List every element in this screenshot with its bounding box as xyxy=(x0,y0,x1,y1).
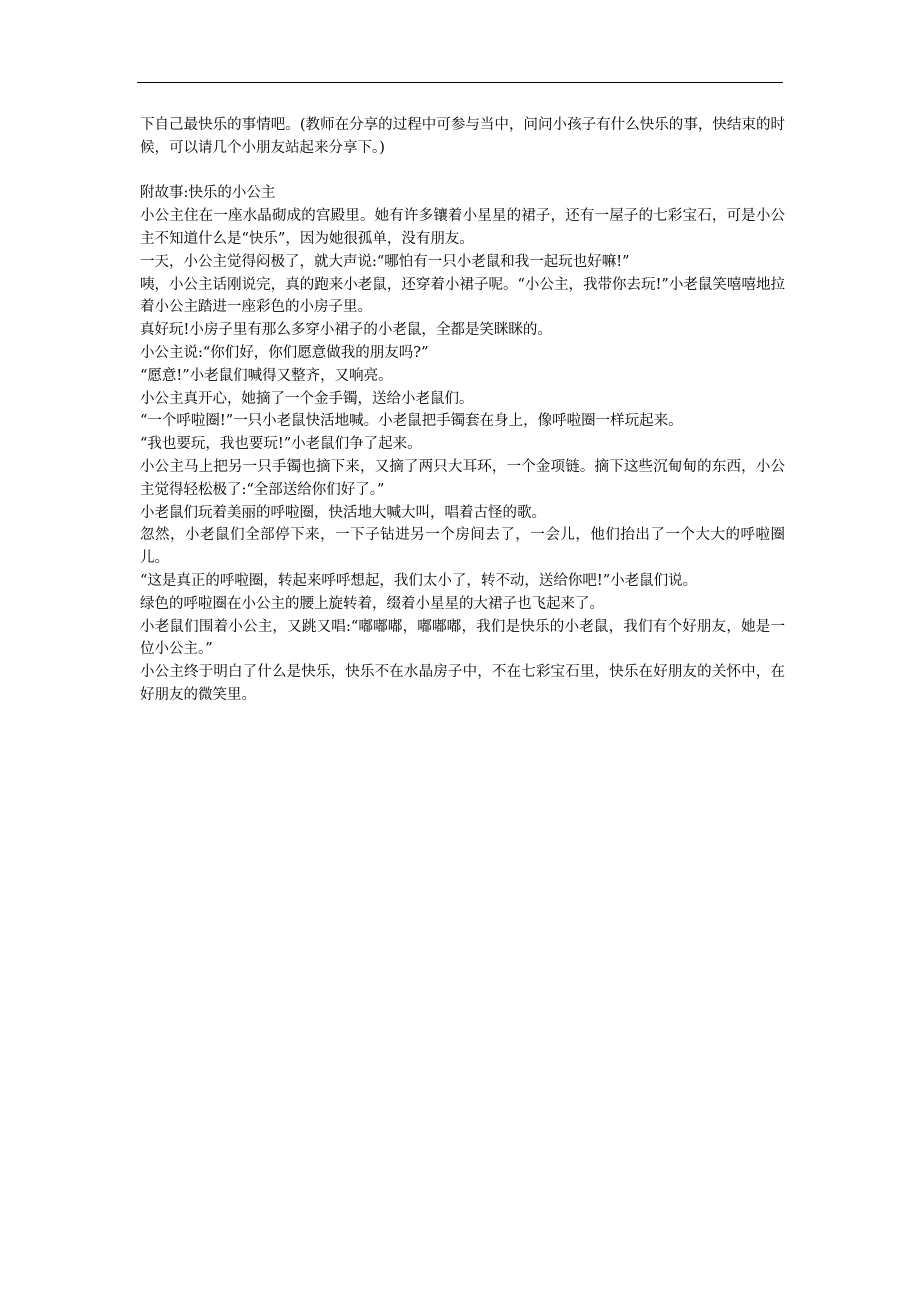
story-paragraph: 绿色的呼啦圈在小公主的腰上旋转着，缀着小星星的大裙子也飞起来了。 xyxy=(140,595,604,612)
document-body xyxy=(140,114,785,707)
story-paragraph: 小老鼠们围着小公主，又跳又唱:“嘟嘟嘟，嘟嘟嘟，我们是快乐的小老鼠，我们有个好朋友，她是一位小公主。” xyxy=(140,618,785,658)
story-paragraph: 小公主终于明白了什么是快乐，快乐不在水晶房子中，不在七彩宝石里，快乐在好朋友的关怀中，在好朋友的微笑里。 xyxy=(140,664,785,703)
story-paragraph: 小老鼠们玩着美丽的呼啦圈，快活地大喊大叫，唱着古怪的歌。 xyxy=(140,504,546,521)
paragraph-spacer xyxy=(140,160,785,183)
story-paragraph: “愿意!”小老鼠们喊得又整齐，又响亮。 xyxy=(140,367,393,384)
story-paragraph: 咦，小公主话刚说完，真的跑来小老鼠，还穿着小裙子呢。“小公主，我带你去玩!”小老鼠笑嘻嘻地拉着小公主踏进一座彩色的小房子里。 xyxy=(140,276,785,316)
story-paragraph: 小公主说:“你们好，你们愿意做我的朋友吗?” xyxy=(140,344,429,361)
story-heading: 附故事:快乐的小公主 xyxy=(140,185,276,202)
story-paragraph: 小公主住在一座水晶砌成的宫殿里。她有许多镶着小星星的裙子，还有一屋子的七彩宝石，可是小公主不知道什么是“快乐”，因为她很孤单，没有朋友。 xyxy=(140,208,785,247)
story-paragraph: “我也要玩，我也要玩!”小老鼠们争了起来。 xyxy=(140,436,422,453)
header-divider xyxy=(137,82,783,83)
story-paragraph: 真好玩!小房子里有那么多穿小裙子的小老鼠，全都是笑眯眯的。 xyxy=(140,322,552,339)
story-paragraph: 小公主真开心，她摘了一个金手镯，送给小老鼠们。 xyxy=(140,390,474,407)
story-paragraph: 小公主马上把另一只手镯也摘下来，又摘了两只大耳环，一个金项链。摘下这些沉甸甸的东西，小公主觉得轻松极了:“全部送给你们好了。” xyxy=(140,458,785,498)
story-paragraph: “一个呼啦圈!”一只小老鼠快活地喊。小老鼠把手镯套在身上，像呼啦圈一样玩起来。 xyxy=(140,413,683,430)
story-paragraph: “这是真正的呼啦圈，转起来呼呼想起，我们太小了，转不动，送给你吧!”小老鼠们说。 xyxy=(140,572,698,589)
story-paragraph: 忽然，小老鼠们全部停下来，一下子钻进另一个房间去了，一会儿，他们抬出了一个大大的呼啦圈儿。 xyxy=(140,527,785,567)
intro-paragraph: 下自己最快乐的事情吧。(教师在分享的过程中可参与当中，问问小孩子有什么快乐的事，快结束的时候，可以请几个小朋友站起来分享下。) xyxy=(140,117,785,156)
story-paragraph: 一天，小公主觉得闷极了，就大声说:“哪怕有一只小老鼠和我一起玩也好嘛!” xyxy=(140,253,630,270)
